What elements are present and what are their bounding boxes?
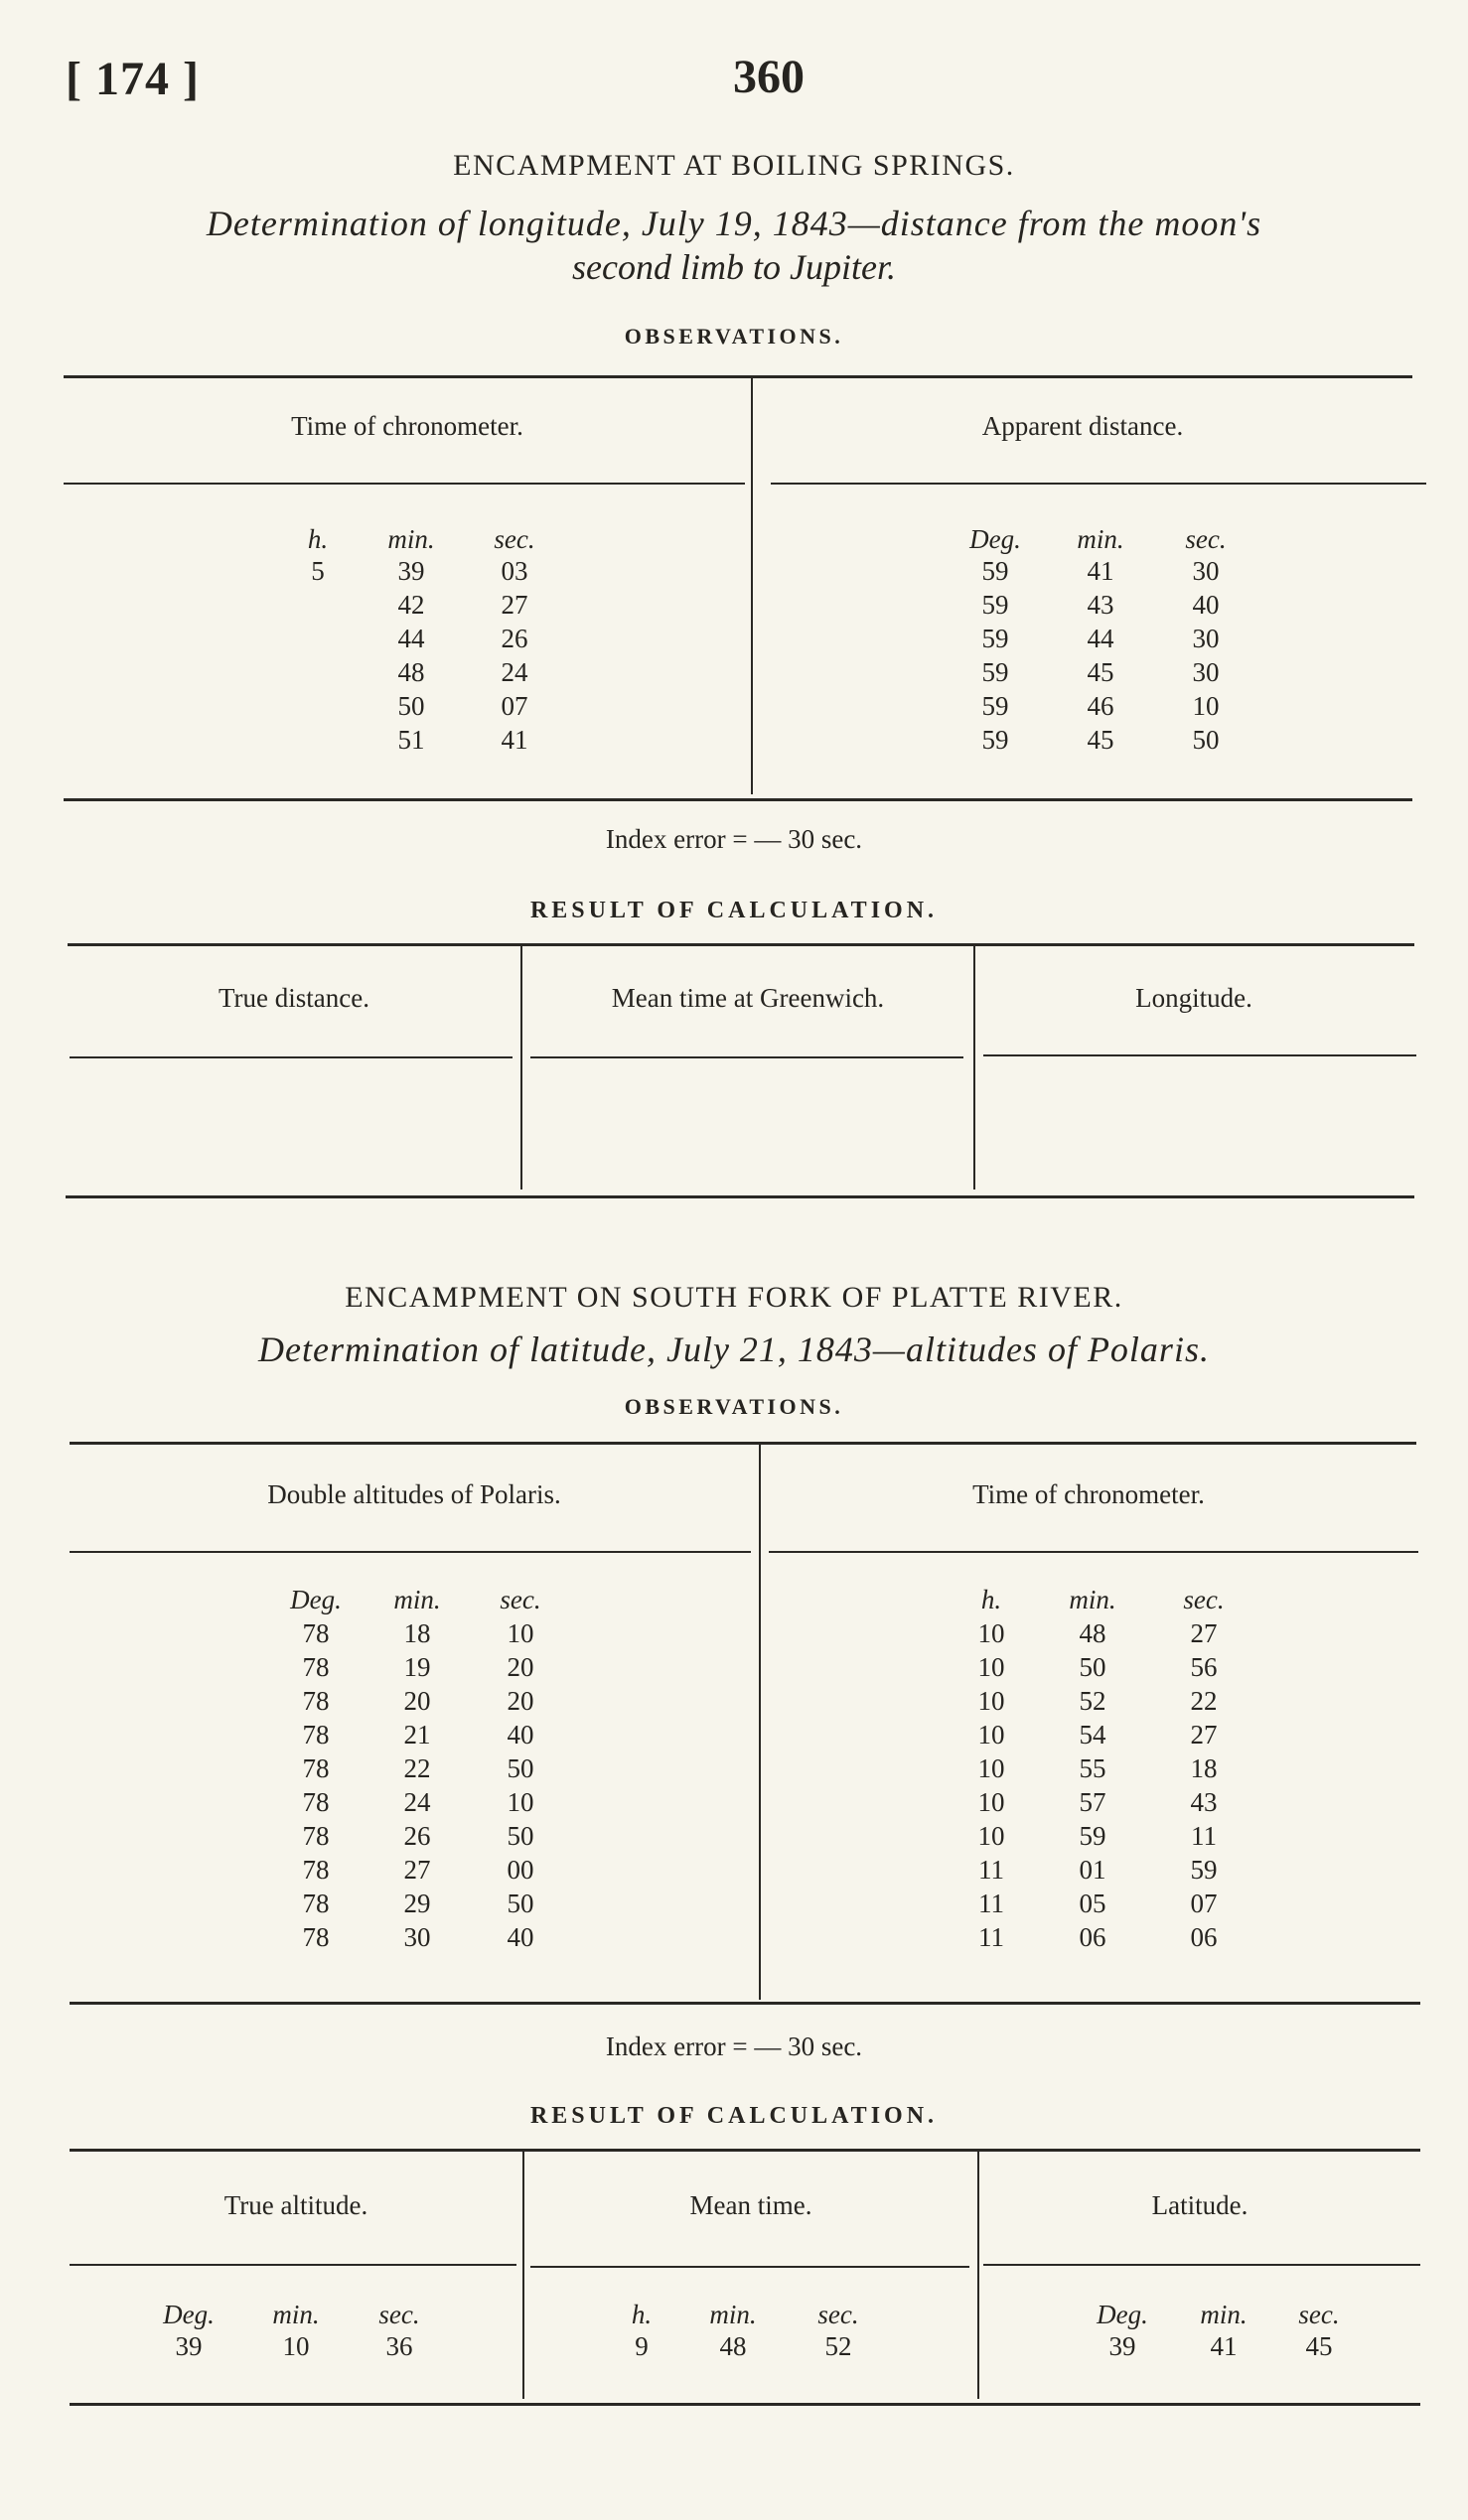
time-chronometer-cell: 5	[311, 556, 325, 586]
chronometer-time-cell: 10	[977, 1618, 1005, 1648]
chronometer-time-cell: 56	[1190, 1652, 1218, 1682]
chronometer-time-cell: 11	[1191, 1821, 1217, 1851]
mean-time-unit-label: min.	[709, 2300, 757, 2329]
result-header-rule-1	[70, 1056, 513, 1058]
chronometer-time-cell: 10	[977, 1787, 1005, 1817]
result-divider-1	[520, 945, 522, 1190]
double-altitude-cell: 78	[302, 1753, 330, 1783]
time-chronometer-unit-label: sec.	[494, 524, 535, 554]
chronometer-time-cell: 07	[1190, 1889, 1218, 1918]
chronometer-time-cell: 10	[977, 1652, 1005, 1682]
double-altitude-cell: 40	[507, 1922, 534, 1952]
apparent-distance-cell: 44	[1087, 624, 1114, 653]
time-chronometer-cell: 26	[501, 624, 528, 653]
result-divider-2	[973, 945, 975, 1190]
result-header-latitude: Latitude.	[1151, 2190, 1248, 2220]
column-header-time-of-chronometer: Time of chronometer.	[291, 411, 523, 441]
result2-divider-1	[522, 2151, 524, 2399]
time-chronometer-cell: 41	[501, 725, 528, 755]
apparent-distance-cell: 10	[1192, 691, 1220, 721]
column-header-time-of-chronometer-2: Time of chronometer.	[972, 1479, 1205, 1509]
table2-top-rule	[70, 1442, 1416, 1445]
double-altitude-cell: 19	[403, 1652, 431, 1682]
table2-header-rule-right	[769, 1551, 1418, 1553]
result2-bottom-rule	[70, 2403, 1420, 2406]
double-altitude-cell: 21	[403, 1720, 431, 1750]
double-altitude-cell: 78	[302, 1618, 330, 1648]
double-altitude-cell: 26	[403, 1821, 431, 1851]
time-chronometer-cell: 39	[397, 556, 425, 586]
section2-result-label: RESULT OF CALCULATION.	[529, 2103, 939, 2129]
double-altitude-cell: 00	[507, 1855, 534, 1885]
chronometer-time-unit-label: sec.	[1183, 1585, 1225, 1614]
result2-header-rule-1	[70, 2264, 516, 2266]
apparent-distance-cell: 45	[1087, 657, 1114, 687]
mean-time-unit-label: sec.	[817, 2300, 859, 2329]
apparent-distance-cell: 41	[1087, 556, 1114, 586]
chronometer-time-cell: 11	[978, 1855, 1004, 1885]
chronometer-time-cell: 43	[1190, 1787, 1218, 1817]
double-altitude-cell: 10	[507, 1787, 534, 1817]
chronometer-time-cell: 59	[1079, 1821, 1106, 1851]
apparent-distance-unit-label: Deg.	[969, 524, 1021, 554]
apparent-distance-cell: 45	[1087, 725, 1114, 755]
result2-divider-2	[977, 2151, 979, 2399]
chronometer-time-cell: 10	[977, 1720, 1005, 1750]
result-header-true-altitude: True altitude.	[223, 2190, 368, 2220]
true-altitude-unit-label: Deg.	[163, 2300, 215, 2329]
page-number: 360	[733, 51, 805, 103]
double-altitude-cell: 40	[507, 1720, 534, 1750]
column-header-apparent-distance: Apparent distance.	[981, 411, 1184, 441]
chronometer-time-cell: 11	[978, 1889, 1004, 1918]
apparent-distance-cell: 40	[1192, 590, 1220, 620]
section2-title: ENCAMPMENT ON SOUTH FORK OF PLATTE RIVER.	[345, 1281, 1123, 1314]
latitude-unit-label: min.	[1200, 2300, 1248, 2329]
chronometer-time-cell: 06	[1079, 1922, 1106, 1952]
apparent-distance-unit-label: min.	[1077, 524, 1124, 554]
double-altitude-cell: 78	[302, 1720, 330, 1750]
double-altitude-cell: 20	[507, 1686, 534, 1716]
true-altitude-unit-label: sec.	[378, 2300, 420, 2329]
double-altitude-cell: 10	[507, 1618, 534, 1648]
chronometer-time-unit-label: min.	[1069, 1585, 1116, 1614]
time-chronometer-unit-label: min.	[387, 524, 435, 554]
chronometer-time-cell: 18	[1190, 1753, 1218, 1783]
apparent-distance-cell: 50	[1192, 725, 1220, 755]
time-chronometer-cell: 03	[501, 556, 528, 586]
chronometer-time-cell: 48	[1079, 1618, 1106, 1648]
time-chronometer-cell: 24	[501, 657, 528, 687]
chronometer-time-cell: 50	[1079, 1652, 1106, 1682]
chronometer-time-cell: 10	[977, 1821, 1005, 1851]
result-header-longitude: Longitude.	[1135, 983, 1252, 1013]
chronometer-time-cell: 55	[1079, 1753, 1106, 1783]
section1-subtitle-line1: Determination of longitude, July 19, 1843—distance from the moon's	[206, 204, 1262, 243]
double-altitude-cell: 78	[302, 1821, 330, 1851]
section2-subtitle: Determination of latitude, July 21, 1843—altitudes of Polaris.	[258, 1330, 1210, 1369]
table2-header-rule-left	[70, 1551, 751, 1553]
apparent-distance-cell: 59	[981, 725, 1009, 755]
time-chronometer-cell: 44	[397, 624, 425, 653]
chronometer-time-cell: 52	[1079, 1686, 1106, 1716]
time-chronometer-cell: 42	[397, 590, 425, 620]
time-chronometer-cell: 48	[397, 657, 425, 687]
apparent-distance-cell: 59	[981, 657, 1009, 687]
time-chronometer-cell: 07	[501, 691, 528, 721]
time-chronometer-cell: 51	[397, 725, 425, 755]
mean-time-value: 48	[719, 2331, 747, 2361]
section1-subtitle-line2: second limb to Jupiter.	[572, 247, 896, 287]
section1-result-label: RESULT OF CALCULATION.	[529, 898, 939, 923]
chronometer-time-cell: 11	[978, 1922, 1004, 1952]
apparent-distance-cell: 30	[1192, 657, 1220, 687]
mean-time-value: 52	[824, 2331, 852, 2361]
double-altitude-cell: 78	[302, 1922, 330, 1952]
chronometer-time-cell: 01	[1079, 1855, 1106, 1885]
apparent-distance-cell: 43	[1087, 590, 1114, 620]
table-bottom-rule	[64, 798, 1412, 801]
time-chronometer-unit-label: h.	[307, 524, 329, 554]
result2-header-rule-2	[530, 2266, 969, 2268]
double-altitude-cell: 20	[507, 1652, 534, 1682]
double-altitude-unit-label: sec.	[500, 1585, 541, 1614]
apparent-distance-cell: 59	[981, 624, 1009, 653]
double-altitude-cell: 50	[507, 1753, 534, 1783]
mean-time-value: 9	[635, 2331, 649, 2361]
double-altitude-cell: 29	[403, 1889, 431, 1918]
true-altitude-value: 10	[282, 2331, 310, 2361]
double-altitude-cell: 50	[507, 1889, 534, 1918]
double-altitude-cell: 78	[302, 1652, 330, 1682]
result2-top-rule	[70, 2149, 1420, 2152]
true-altitude-value: 36	[385, 2331, 413, 2361]
chronometer-time-cell: 27	[1190, 1618, 1218, 1648]
apparent-distance-cell: 30	[1192, 624, 1220, 653]
chronometer-time-cell: 05	[1079, 1889, 1106, 1918]
true-altitude-unit-label: min.	[272, 2300, 320, 2329]
result-bottom-rule	[66, 1195, 1414, 1198]
apparent-distance-cell: 59	[981, 556, 1009, 586]
result2-header-rule-3	[983, 2264, 1420, 2266]
table2-bottom-rule	[70, 2002, 1420, 2005]
result-header-rule-2	[530, 1056, 963, 1058]
double-altitude-cell: 78	[302, 1787, 330, 1817]
column-header-double-altitudes: Double altitudes of Polaris.	[267, 1479, 561, 1509]
true-altitude-value: 39	[175, 2331, 203, 2361]
header-rule-right	[771, 483, 1426, 485]
section1-observations-label: OBSERVATIONS.	[624, 324, 844, 349]
chronometer-time-unit-label: h.	[980, 1585, 1002, 1614]
section2-observations-label: OBSERVATIONS.	[624, 1394, 844, 1419]
table2-column-divider	[759, 1444, 761, 2000]
result-header-mean-time: Mean time.	[689, 2190, 812, 2220]
double-altitude-cell: 24	[403, 1787, 431, 1817]
apparent-distance-cell: 59	[981, 590, 1009, 620]
result-top-rule	[68, 943, 1414, 946]
time-chronometer-cell: 27	[501, 590, 528, 620]
chronometer-time-cell: 27	[1190, 1720, 1218, 1750]
section1-index-error: Index error = — 30 sec.	[605, 824, 863, 854]
apparent-distance-cell: 59	[981, 691, 1009, 721]
double-altitude-unit-label: Deg.	[290, 1585, 342, 1614]
chronometer-time-cell: 06	[1190, 1922, 1218, 1952]
double-altitude-cell: 27	[403, 1855, 431, 1885]
section1-title: ENCAMPMENT AT BOILING SPRINGS.	[453, 149, 1015, 182]
chronometer-time-cell: 57	[1079, 1787, 1106, 1817]
double-altitude-cell: 78	[302, 1686, 330, 1716]
apparent-distance-cell: 46	[1087, 691, 1114, 721]
chronometer-time-cell: 22	[1190, 1686, 1218, 1716]
latitude-unit-label: Deg.	[1097, 2300, 1148, 2329]
latitude-unit-label: sec.	[1298, 2300, 1340, 2329]
double-altitude-cell: 20	[403, 1686, 431, 1716]
double-altitude-unit-label: min.	[393, 1585, 441, 1614]
latitude-value: 39	[1108, 2331, 1136, 2361]
double-altitude-cell: 50	[507, 1821, 534, 1851]
latitude-value: 41	[1210, 2331, 1238, 2361]
double-altitude-cell: 78	[302, 1855, 330, 1885]
apparent-distance-unit-label: sec.	[1185, 524, 1227, 554]
chronometer-time-cell: 10	[977, 1686, 1005, 1716]
result-header-rule-3	[983, 1054, 1416, 1056]
chronometer-time-cell: 59	[1190, 1855, 1218, 1885]
double-altitude-cell: 22	[403, 1753, 431, 1783]
latitude-value: 45	[1305, 2331, 1333, 2361]
time-chronometer-cell: 50	[397, 691, 425, 721]
chronometer-time-cell: 54	[1079, 1720, 1106, 1750]
table-top-rule	[64, 375, 1412, 378]
chronometer-time-cell: 10	[977, 1753, 1005, 1783]
header-rule-left	[64, 483, 745, 485]
apparent-distance-cell: 30	[1192, 556, 1220, 586]
result-header-true-distance: True distance.	[219, 983, 369, 1013]
bracketed-page-number: [ 174 ]	[66, 53, 200, 105]
double-altitude-cell: 18	[403, 1618, 431, 1648]
result-header-mean-time-greenwich: Mean time at Greenwich.	[611, 983, 885, 1013]
mean-time-unit-label: h.	[631, 2300, 653, 2329]
double-altitude-cell: 30	[403, 1922, 431, 1952]
section2-index-error: Index error = — 30 sec.	[605, 2031, 863, 2061]
double-altitude-cell: 78	[302, 1889, 330, 1918]
